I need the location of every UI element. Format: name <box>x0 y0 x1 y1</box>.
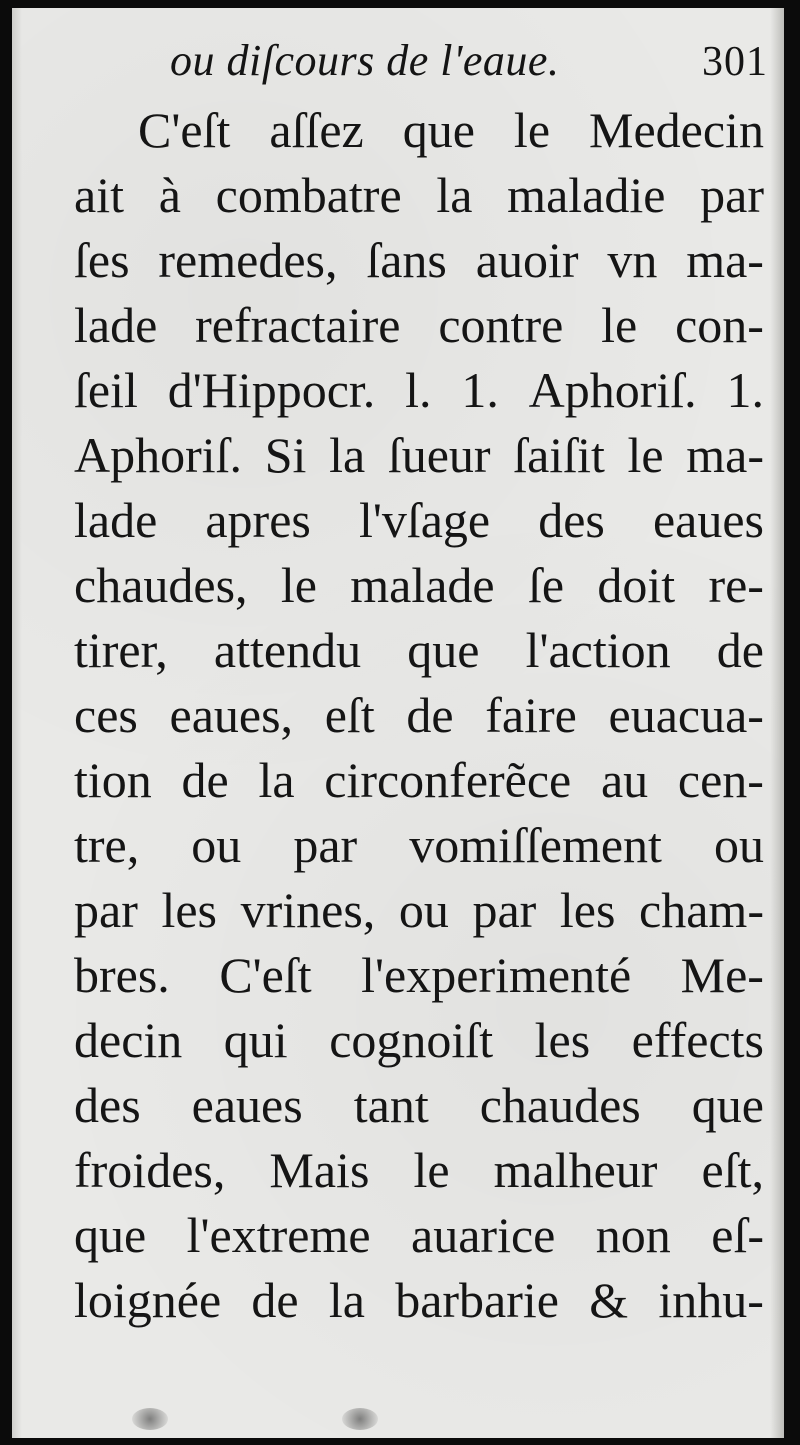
ink-smudge <box>342 1408 378 1430</box>
word: ſans <box>366 232 447 288</box>
ink-smudge <box>132 1408 168 1430</box>
word: apres <box>205 492 311 548</box>
word: Aphoriſ. <box>74 427 243 483</box>
word: l'extreme <box>186 1207 371 1263</box>
word: l'vſage <box>358 492 491 548</box>
text-line <box>74 1073 764 1138</box>
word: non <box>595 1207 671 1263</box>
word: contre <box>438 297 564 353</box>
word: Aphoriſ. <box>528 362 697 418</box>
text-line <box>74 618 764 683</box>
word: que <box>402 102 475 158</box>
word: & <box>589 1272 629 1328</box>
word: cen- <box>677 752 764 808</box>
word: eſ- <box>711 1207 764 1263</box>
word: le <box>413 1142 450 1198</box>
word: des <box>538 492 605 548</box>
word: que <box>691 1077 764 1133</box>
word: barbarie <box>395 1272 559 1328</box>
word: ou <box>191 817 242 873</box>
word: C'eſt <box>138 102 231 158</box>
word: euacua- <box>608 687 764 743</box>
word: malade <box>350 557 495 613</box>
word: la <box>258 752 295 808</box>
text-line <box>74 748 764 813</box>
word: d'Hippocr. <box>167 362 376 418</box>
word: aſſez <box>269 102 364 158</box>
word: l. <box>405 362 432 418</box>
word: ou <box>398 882 449 938</box>
word: au <box>600 752 649 808</box>
word: loignée <box>74 1272 222 1328</box>
word: de <box>251 1272 299 1328</box>
book-page <box>12 8 784 1438</box>
word: Medecin <box>589 102 764 158</box>
word: le <box>280 557 317 613</box>
word: eſt <box>324 687 375 743</box>
word: par <box>293 817 358 873</box>
word: la <box>329 427 366 483</box>
word: re- <box>708 557 764 613</box>
word: ſeil <box>74 362 138 418</box>
text-line <box>74 943 764 1008</box>
word: eaues <box>191 1077 303 1133</box>
word: tirer, <box>74 622 168 678</box>
text-line <box>74 358 764 423</box>
page-edge-shadow-left <box>12 8 22 1438</box>
page-number: 301 <box>702 39 768 85</box>
word: tre, <box>74 817 140 873</box>
body-text <box>74 98 764 1333</box>
word: lade <box>74 297 158 353</box>
word: attendu <box>213 622 362 678</box>
word: inhu- <box>658 1272 764 1328</box>
word: ces <box>74 687 138 743</box>
word: maladie <box>507 167 666 223</box>
word: effects <box>631 1012 764 1068</box>
word: par <box>700 167 764 223</box>
word: la <box>436 167 473 223</box>
word: qui <box>223 1012 288 1068</box>
word: chaudes, <box>74 557 248 613</box>
word: vrines, <box>240 882 376 938</box>
word: faire <box>485 687 577 743</box>
word: bres. <box>74 947 170 1003</box>
text-line <box>74 878 764 943</box>
text-line <box>74 683 764 748</box>
word: ma- <box>686 232 764 288</box>
word: l'experimenté <box>361 947 632 1003</box>
word: Me- <box>680 947 764 1003</box>
word: les <box>161 882 217 938</box>
word: tant <box>353 1077 429 1133</box>
word: ou <box>714 817 764 873</box>
word: cham- <box>639 882 764 938</box>
word: tion <box>74 752 152 808</box>
word: le <box>601 297 638 353</box>
word: des <box>74 1077 141 1133</box>
word: vomiſſement <box>409 817 662 873</box>
text-line <box>74 553 764 618</box>
word: ſe <box>527 557 565 613</box>
word: les <box>534 1012 591 1068</box>
text-line <box>74 98 764 163</box>
word: par <box>74 882 138 938</box>
page-header <box>12 34 772 94</box>
text-line <box>74 423 764 488</box>
word: decin <box>74 1012 183 1068</box>
word: eſt, <box>701 1142 764 1198</box>
text-line <box>74 163 764 228</box>
word: eaues, <box>169 687 294 743</box>
word: C'eſt <box>219 947 312 1003</box>
text-line <box>74 488 764 553</box>
word: chaudes <box>479 1077 641 1133</box>
word: de <box>716 622 764 678</box>
word: auarice <box>411 1207 556 1263</box>
word: de <box>181 752 229 808</box>
text-line <box>74 293 764 358</box>
word: circonferẽce <box>324 752 572 808</box>
word: refractaire <box>195 297 401 353</box>
word: remedes, <box>158 232 338 288</box>
word: eaues <box>652 492 764 548</box>
text-line <box>74 1203 764 1268</box>
word: combatre <box>215 167 402 223</box>
word: lade <box>74 492 158 548</box>
word: con- <box>675 297 764 353</box>
word: Mais <box>269 1142 370 1198</box>
text-line <box>74 1008 764 1073</box>
page-edge-shadow-right <box>770 8 784 1438</box>
text-line <box>74 813 764 878</box>
text-line <box>74 1268 764 1333</box>
word: ſaiſit <box>513 427 605 483</box>
word: auoir <box>475 232 579 288</box>
word: les <box>559 882 616 938</box>
word: vn <box>607 232 658 288</box>
word: ait <box>74 167 124 223</box>
text-line <box>74 1138 764 1203</box>
word: que <box>74 1207 147 1263</box>
word: le <box>627 427 664 483</box>
word: par <box>472 882 537 938</box>
word: l'action <box>525 622 671 678</box>
word: cognoiſt <box>329 1012 494 1068</box>
word: ſes <box>74 232 130 288</box>
word: malheur <box>493 1142 658 1198</box>
word: Si <box>264 427 307 483</box>
word: à <box>158 167 181 223</box>
word: 1. <box>726 362 764 418</box>
word: froides, <box>74 1142 226 1198</box>
word: de <box>406 687 454 743</box>
word: doit <box>597 557 676 613</box>
word: le <box>513 102 551 158</box>
word: la <box>328 1272 365 1328</box>
word: ſueur <box>387 427 491 483</box>
word: ma- <box>686 427 764 483</box>
word: 1. <box>461 362 499 418</box>
word: que <box>407 622 480 678</box>
text-line <box>74 228 764 293</box>
running-title: ou diſcours de l'eaue. <box>170 36 560 85</box>
